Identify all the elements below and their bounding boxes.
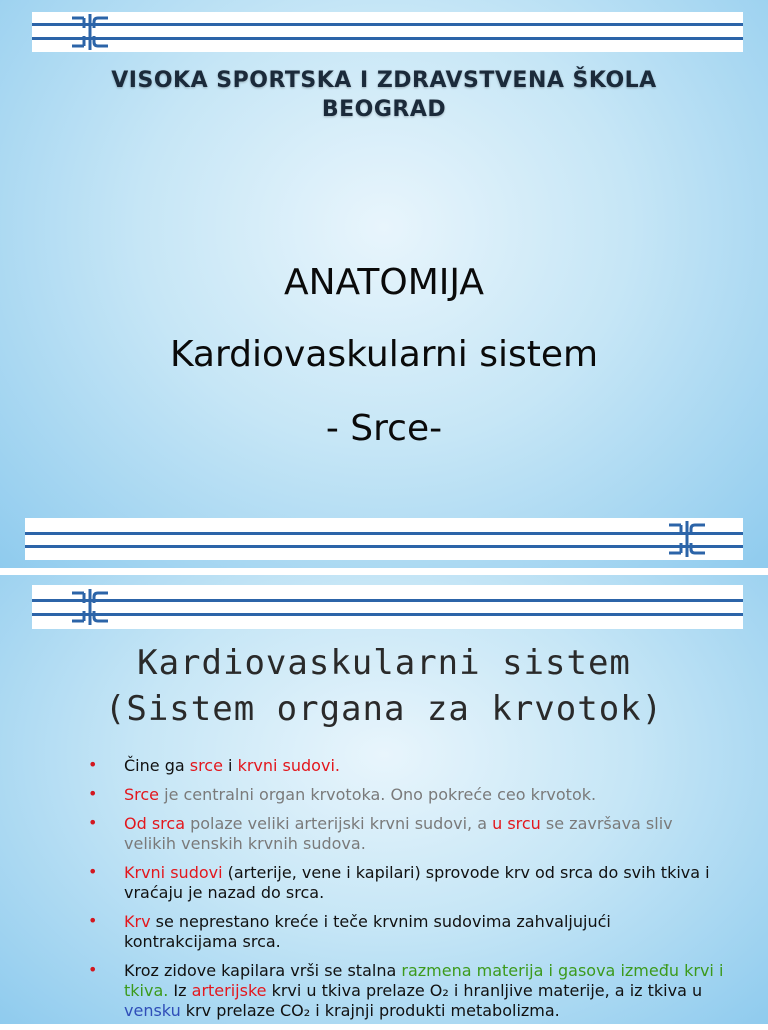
- bullet-dot-icon: •: [88, 755, 98, 774]
- bullet-text-segment: Krv: [124, 912, 151, 931]
- bullet-text-segment: Srce: [124, 785, 160, 804]
- subtopic-title: - Srce-: [325, 408, 443, 449]
- list-item: [88, 863, 728, 903]
- bullet-text-segment: vensku: [124, 1001, 181, 1020]
- school-name-line-2: BEOGRAD: [321, 97, 447, 122]
- school-logo-icon: [68, 12, 112, 52]
- bullet-text-segment: i: [222, 756, 238, 775]
- bullet-text-segment: krv prelaze CO₂ i krajnji produkti metabolizma.: [180, 1001, 560, 1020]
- bullet-text-segment: polaze veliki arterijski krvni sudovi, a: [185, 814, 493, 833]
- bullet-text-segment: Iz: [168, 981, 192, 1000]
- bullet-dot-icon: •: [88, 911, 98, 930]
- bullet-text-segment: (arterije, vene i kapilari) sprovode krv od srca do svih tkiva i vraćaju je nazad do srca.: [124, 863, 710, 902]
- slide-title-line-1: Kardiovaskularni sistem: [137, 643, 631, 683]
- bullet-text-segment: krvni sudovi.: [237, 756, 340, 775]
- topic-title: Kardiovaskularni sistem: [169, 334, 599, 375]
- bullet-dot-icon: •: [88, 862, 98, 881]
- bullet-text-segment: Čine ga: [124, 756, 190, 775]
- list-item: [88, 756, 728, 776]
- bullet-text-segment: arterijske: [191, 981, 267, 1000]
- bullet-text-segment: u srcu: [492, 814, 541, 833]
- bullet-text-segment: krvi u tkiva prelaze O₂ i hranljive materije, a iz tkiva u: [266, 981, 703, 1000]
- bullet-text-segment: se neprestano kreće i teče krvnim sudovima zahvaljujući kontrakcijama srca.: [124, 912, 611, 951]
- bullet-dot-icon: •: [88, 784, 98, 803]
- bullet-text-segment: Krvni sudovi: [124, 863, 223, 882]
- school-name: [0, 66, 768, 124]
- bullet-text-segment: Od srca: [124, 814, 185, 833]
- bullet-dot-icon: •: [88, 960, 98, 979]
- bullet-text-segment: se završava sliv velikih venskih krvnih sudova.: [124, 814, 673, 853]
- slide-title: [0, 640, 768, 732]
- bullet-text-segment: Kroz zidove kapilara vrši se stalna: [124, 961, 402, 980]
- bullet-list: [88, 756, 728, 1030]
- school-logo-icon: [665, 519, 709, 559]
- list-item: [88, 912, 728, 952]
- header-band: [32, 12, 743, 52]
- list-item: [88, 785, 728, 805]
- bullet-dot-icon: •: [88, 813, 98, 832]
- school-logo-icon: [68, 587, 112, 627]
- bullet-text-segment: srce: [189, 756, 223, 775]
- subject-title: ANATOMIJA: [283, 262, 484, 303]
- school-name-line-1: VISOKA SPORTSKA I ZDRAVSTVENA ŠKOLA: [111, 68, 657, 93]
- bullet-text-segment: razmena materija i gasova između krvi i tkiva.: [124, 961, 724, 1000]
- list-item: [88, 961, 728, 1021]
- bullet-text-segment: je centralni organ krvotoka. Ono pokreće ceo krvotok.: [159, 785, 597, 804]
- header-band: [32, 585, 743, 629]
- footer-band: [25, 518, 743, 560]
- slide-title-line-2: (Sistem organa za krvotok): [104, 689, 664, 729]
- list-item: [88, 814, 728, 854]
